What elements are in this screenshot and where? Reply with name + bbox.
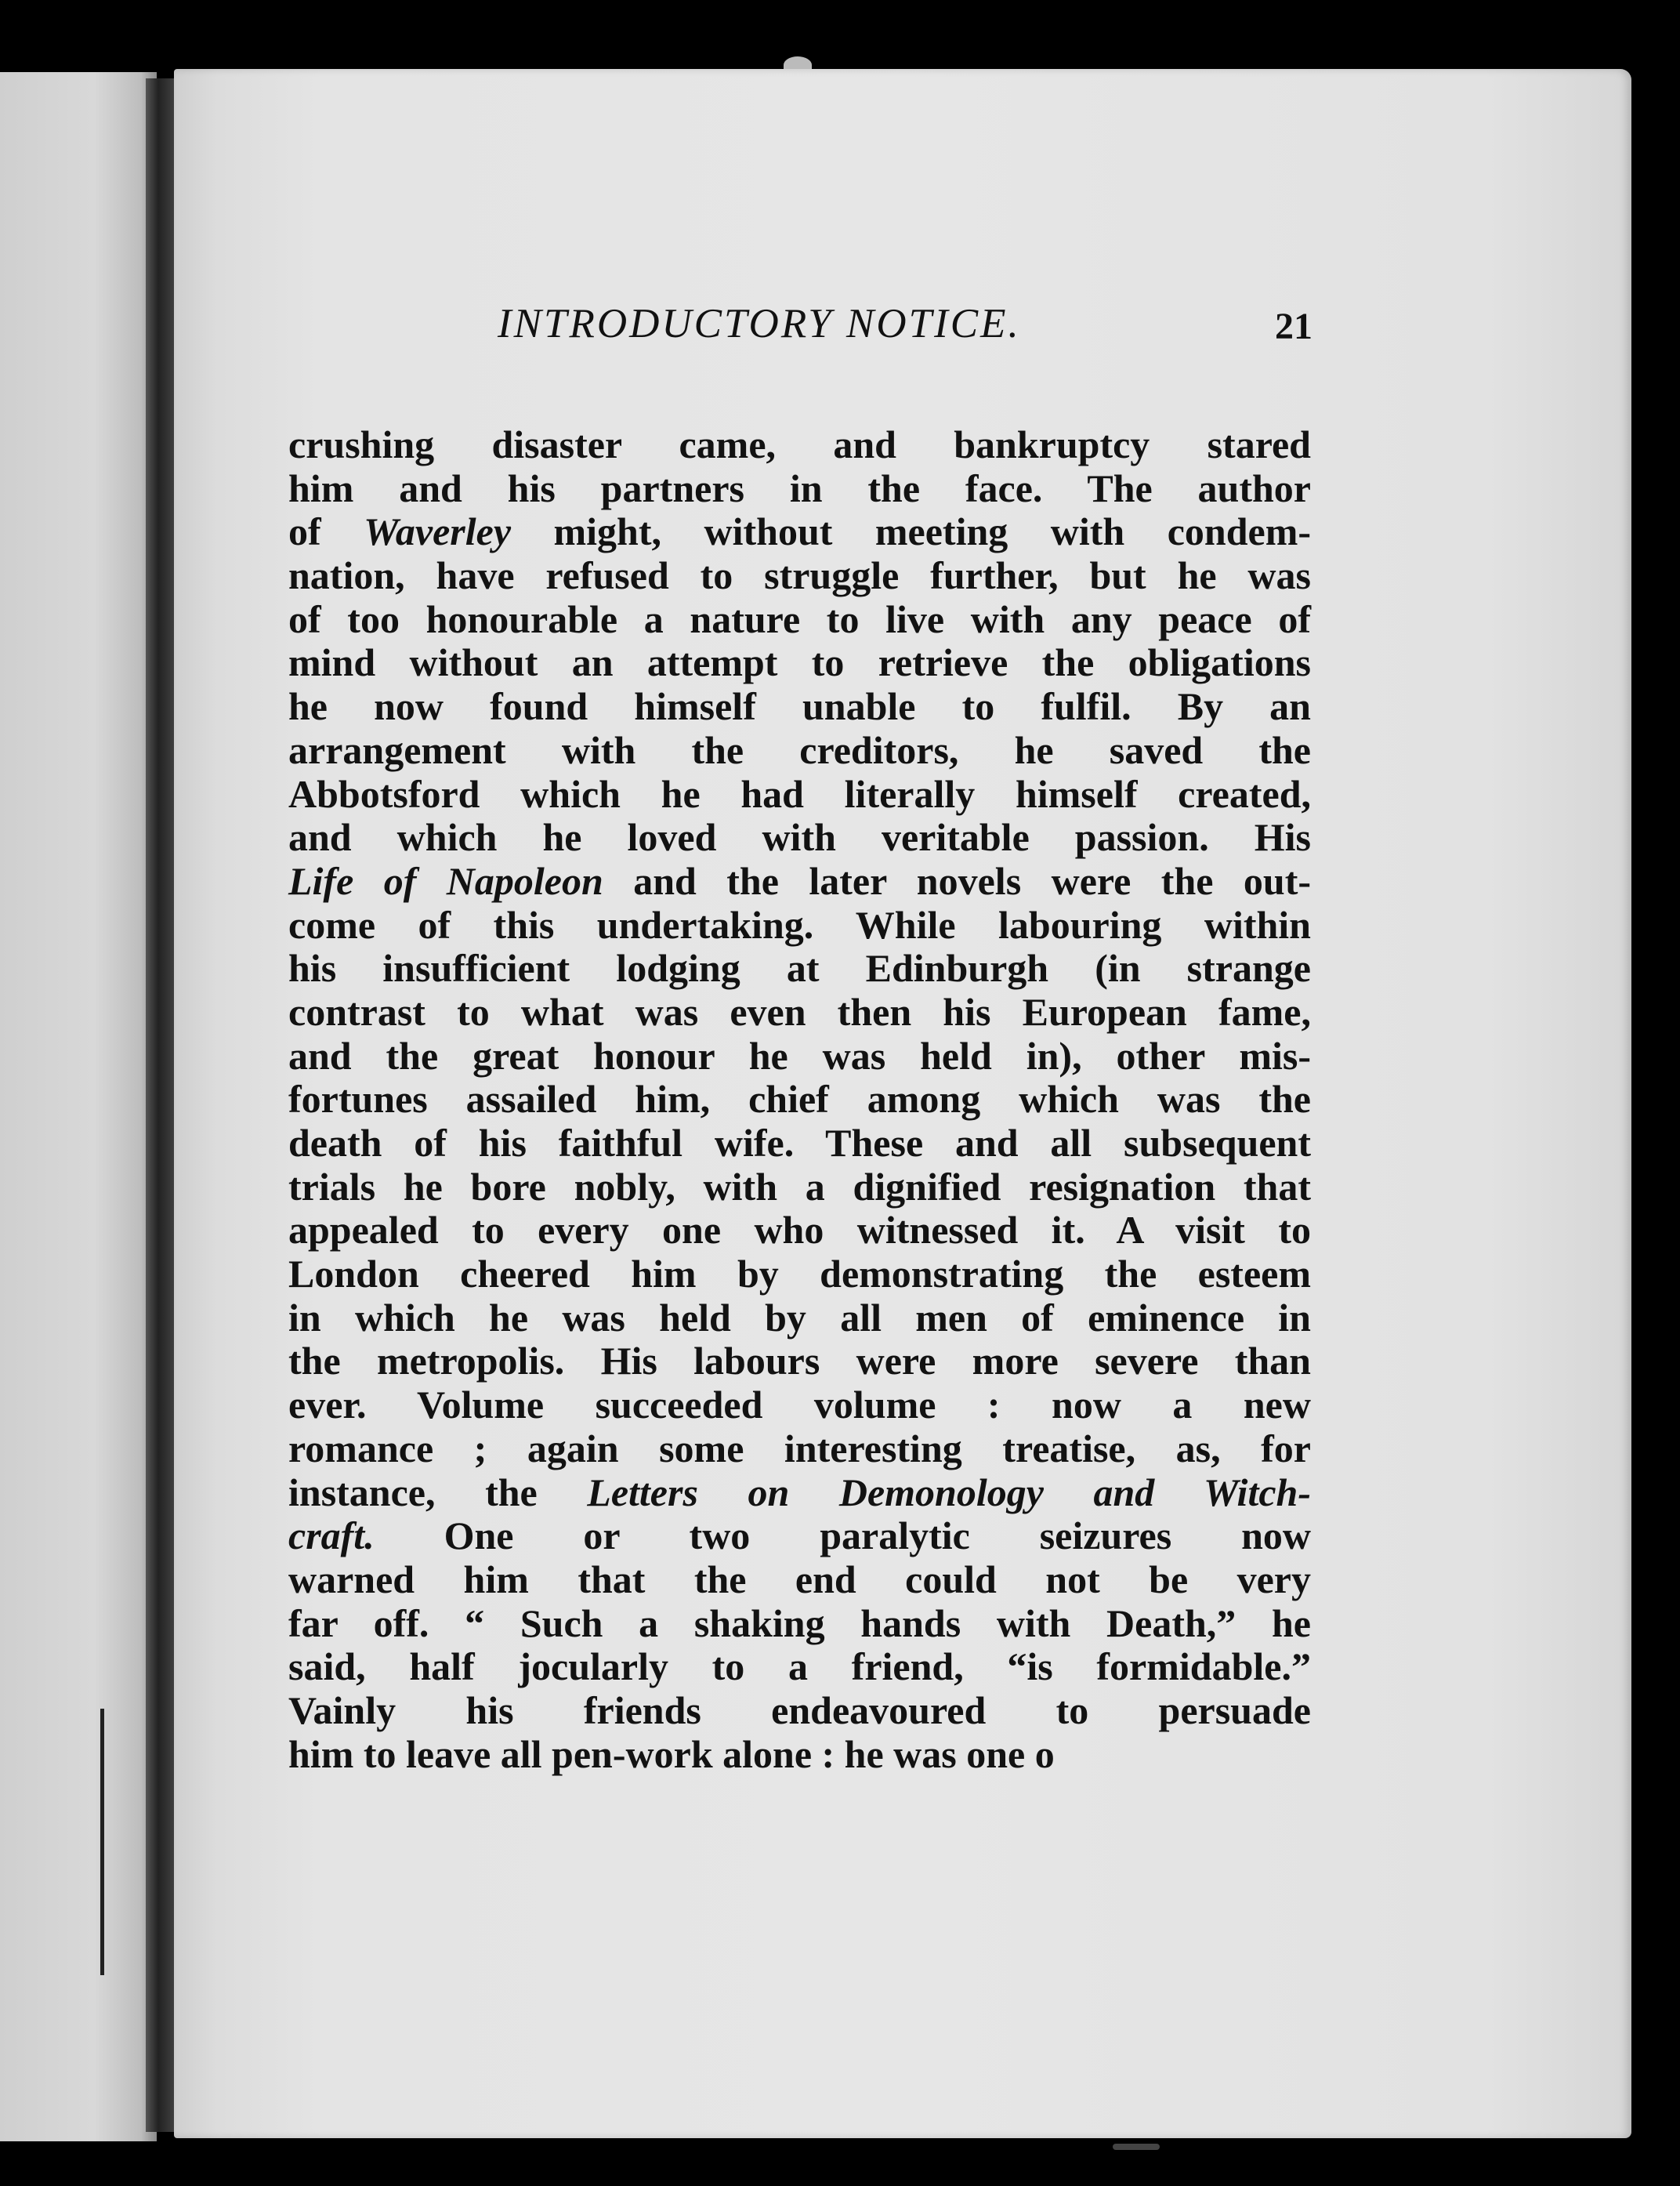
text-line [288, 1733, 1311, 1777]
text-line [288, 1383, 1311, 1427]
text-run: crushing disaster came, and bankruptcy stared [288, 422, 1311, 466]
text-line [288, 685, 1311, 729]
text-run: and the later novels were the out- [603, 858, 1311, 903]
text-run: fortunes assailed him, chief among which was the [288, 1077, 1311, 1122]
text-run: and which he loved with veritable passion. His [288, 815, 1311, 860]
text-line [288, 1166, 1311, 1209]
text-line [288, 1122, 1311, 1166]
text-run: death of his faithful wife. These and all subsequent [288, 1121, 1311, 1165]
text-line [288, 816, 1311, 860]
text-run: his insufficient lodging at Edinburgh (in strange [288, 946, 1311, 991]
italic-title: Waverley [364, 509, 512, 554]
text-run: nation, have refused to struggle further, but he was [288, 553, 1311, 598]
text-run: ever. Volume succeeded volume : now a new [288, 1383, 1311, 1427]
text-run: and the great honour he was held in), other mis- [288, 1033, 1311, 1078]
text-line [288, 467, 1311, 511]
page-header [498, 300, 1312, 355]
text-line [288, 1296, 1311, 1340]
text-line [288, 1253, 1311, 1296]
page-edge-mark [100, 1709, 104, 1975]
text-line [288, 729, 1311, 773]
text-line [288, 598, 1311, 642]
text-run: him and his partners in the face. The author [288, 466, 1311, 510]
text-run: One or two paralytic seizures now [374, 1514, 1311, 1558]
text-run: London cheered him by demonstrating the esteem [288, 1252, 1311, 1296]
text-run: contrast to what was even then his European fame, [288, 989, 1311, 1034]
text-line [288, 641, 1311, 685]
text-line [288, 1427, 1311, 1471]
text-line [288, 554, 1311, 598]
book-spine [146, 78, 177, 2132]
page-number: 21 [1275, 306, 1312, 347]
text-run: romance ; again some interesting treatise, as, for [288, 1426, 1311, 1470]
text-run: of too honourable a nature to live with any peace of [288, 596, 1311, 641]
text-run: appealed to every one who witnessed it. A visit to [288, 1208, 1311, 1253]
text-line [288, 860, 1311, 904]
text-run: might, without meeting with condem- [511, 509, 1311, 554]
text-line [288, 1209, 1311, 1253]
italic-title: Letters on Demonology and Witch- [587, 1470, 1311, 1514]
text-line [288, 1645, 1311, 1689]
text-run: far off. “ Such a shaking hands with Death,” he [288, 1601, 1311, 1645]
ink-smudge [1113, 2144, 1160, 2150]
running-head: INTRODUCTORY NOTICE. [498, 301, 1021, 346]
text-run: in which he was held by all men of eminence in [288, 1295, 1311, 1340]
text-line [288, 773, 1311, 817]
text-run: him to leave all pen-work alone : he was one o [288, 1731, 1055, 1776]
text-run: trials he bore nobly, with a dignified resignation that [288, 1164, 1311, 1209]
italic-title: craft. [288, 1514, 375, 1558]
text-line [288, 1078, 1311, 1122]
text-line [288, 1558, 1311, 1602]
text-run: of [288, 509, 364, 554]
text-run: warned him that the end could not be very [288, 1557, 1311, 1601]
text-run: he now found himself unable to fulfil. By an [288, 684, 1311, 729]
text-run: come of this undertaking. While labouring within [288, 902, 1311, 947]
body-paragraph [288, 423, 1311, 1776]
left-page-edge [0, 72, 157, 2141]
text-line [288, 947, 1311, 991]
text-line [288, 1035, 1311, 1078]
text-run: arrangement with the creditors, he saved the [288, 727, 1311, 772]
text-run: said, half jocularly to a friend, “is formidable.” [288, 1644, 1311, 1689]
text-line [288, 1514, 1311, 1558]
text-line [288, 991, 1311, 1035]
italic-title: Life of Napoleon [288, 858, 603, 903]
text-line [288, 1340, 1311, 1383]
text-line [288, 423, 1311, 467]
text-line [288, 1602, 1311, 1646]
text-run: instance, the [288, 1470, 588, 1514]
text-run: Vainly his friends endeavoured to persuade [288, 1688, 1311, 1732]
text-line [288, 1689, 1311, 1733]
text-line [288, 1471, 1311, 1515]
text-run: mind without an attempt to retrieve the obligations [288, 640, 1311, 685]
text-run: Abbotsford which he had literally himself created, [288, 771, 1311, 816]
text-line [288, 904, 1311, 948]
text-line [288, 510, 1311, 554]
text-run: the metropolis. His labours were more severe than [288, 1339, 1311, 1383]
